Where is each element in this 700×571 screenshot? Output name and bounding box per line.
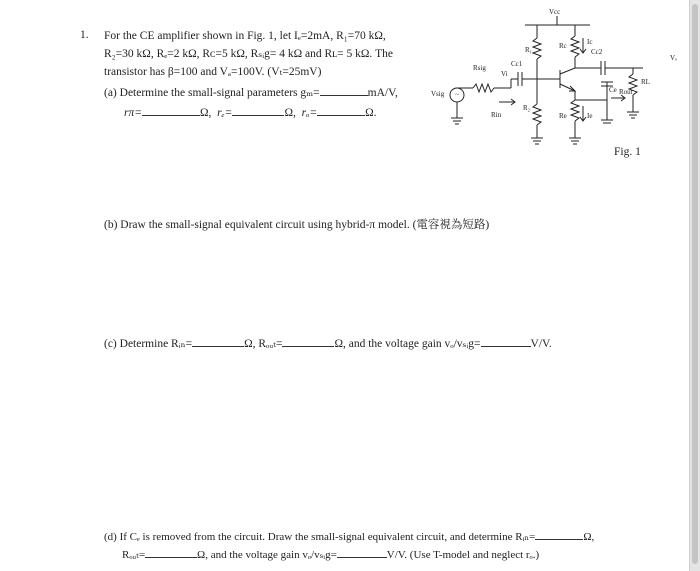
cc2-label: Cc2: [591, 48, 603, 56]
re-resistor-label: Re: [559, 112, 567, 120]
rc-label: Rc: [559, 42, 567, 50]
part-c-unit: V/V.: [530, 338, 552, 350]
rin-label: Rin: [491, 111, 502, 119]
intro-line-1: For the CE amplifier shown in Fig. 1, let Iₑ=2mA, R₁=70 kΩ,: [104, 30, 386, 42]
vsig-label: Vsig: [431, 90, 445, 98]
vcc-label: Vcc: [549, 8, 561, 16]
part-d-line-1: [104, 528, 594, 544]
part-c-rin-label: (c) Determine Rᵢₙ=: [104, 338, 193, 350]
ce-label: Ce: [609, 86, 617, 94]
ro-answer-blank[interactable]: [317, 104, 365, 116]
part-d-unit: V/V. (Use T-model and neglect rₒ.): [386, 549, 540, 561]
rsig-label: Rsig: [473, 64, 486, 72]
gm-answer-blank[interactable]: [320, 84, 368, 96]
ce-amplifier-circuit-diagram: [425, 0, 695, 165]
r2-label: R₂: [523, 104, 531, 112]
part-c-rout-label: Ω, Rₒᵤₜ=: [244, 338, 283, 350]
part-a-line-1: [104, 84, 398, 100]
re-label: rₑ=: [217, 107, 233, 119]
part-a-gm-label: (a) Determine the small-signal parameters gₘ=: [104, 87, 320, 99]
re-unit: Ω,: [284, 107, 296, 119]
rl-label: RL: [641, 78, 650, 86]
part-b: (b) Draw the small-signal equivalent circuit using hybrid-π model. (電容視為短路): [104, 219, 490, 231]
part-d-gain-label: Ω, and the voltage gain vₒ/vₛᵢg=: [197, 549, 337, 561]
rout-label: Rout: [619, 88, 633, 96]
part-d-intro: (d) If Cₑ is removed from the circuit. Draw the small-signal equivalent circuit, and determine Rᵢₙ=: [104, 531, 536, 543]
scrollbar-thumb[interactable]: [692, 4, 698, 564]
rpi-answer-blank[interactable]: [142, 104, 200, 116]
re-answer-blank[interactable]: [232, 104, 284, 116]
vertical-scrollbar[interactable]: [689, 0, 700, 571]
gm-unit: mA/V,: [367, 87, 398, 99]
problem-number: 1.: [80, 29, 89, 41]
part-c-gain-blank[interactable]: [481, 335, 531, 347]
part-c: [104, 335, 552, 351]
part-d-rin-blank[interactable]: [535, 528, 583, 540]
part-d-rout-blank[interactable]: [145, 546, 197, 558]
part-d-rin-unit: Ω,: [583, 531, 595, 543]
r1-label: R₁: [525, 46, 533, 54]
vi-label: Vi: [501, 70, 508, 78]
figure-caption: Fig. 1: [614, 146, 641, 158]
vo-label: Vₒ: [670, 54, 678, 62]
ic-label: Ic: [587, 38, 593, 46]
cc1-label: Cc1: [511, 60, 523, 68]
ro-label: rₒ=: [301, 107, 318, 119]
part-c-gain-label: Ω, and the voltage gain vₒ/vₛᵢg=: [334, 338, 481, 350]
part-d-line-2: [122, 546, 539, 562]
rpi-unit: Ω,: [200, 107, 212, 119]
intro-line-2: R₂=30 kΩ, Rₑ=2 kΩ, Rᴄ=5 kΩ, Rₛᵢg= 4 kΩ and Rʟ= 5 kΩ. The: [104, 48, 394, 60]
part-d-rout-label: Rₒᵤₜ=: [122, 549, 146, 561]
ro-unit: Ω.: [365, 107, 377, 119]
rpi-label: rπ=: [124, 107, 142, 119]
part-a-line-2: [124, 104, 377, 120]
ie-label: Ie: [587, 112, 593, 120]
intro-line-3: transistor has β=100 and Vₐ=100V. (Vₜ=25mV): [104, 66, 322, 78]
part-d-gain-blank[interactable]: [337, 546, 387, 558]
svg-text:~: ~: [455, 91, 459, 99]
part-c-rin-blank[interactable]: [192, 335, 244, 347]
part-c-rout-blank[interactable]: [282, 335, 334, 347]
